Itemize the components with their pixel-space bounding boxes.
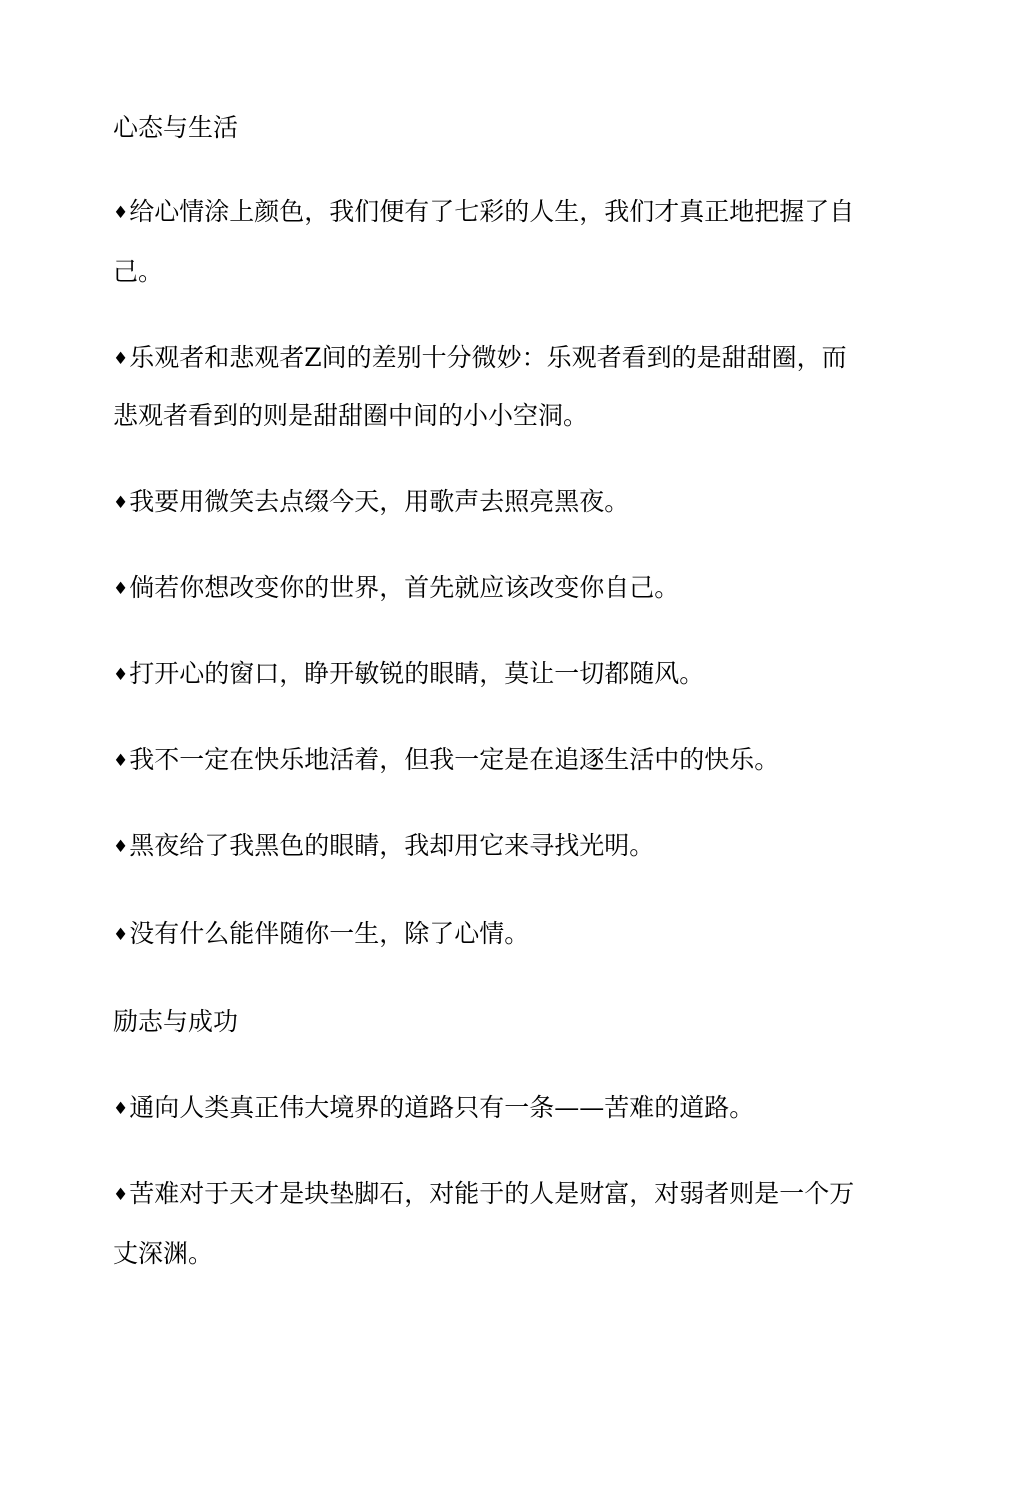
diamond-bullet-icon: ♦ <box>113 579 129 599</box>
diamond-bullet-icon: ♦ <box>113 837 129 857</box>
diamond-bullet-icon: ♦ <box>113 493 129 513</box>
quote-text: 没有什么能伴随你一生，除了心情。 <box>129 919 530 948</box>
diamond-bullet-icon: ♦ <box>113 925 129 945</box>
quote-continuation: 丈深渊。 <box>113 1239 214 1268</box>
diamond-bullet-icon: ♦ <box>113 1099 129 1119</box>
quote-line <box>113 1090 754 1127</box>
quote-continuation: 悲观者看到的则是甜甜圈中间的小小空洞。 <box>113 401 589 430</box>
diamond-bullet-icon: ♦ <box>113 203 129 223</box>
diamond-bullet-icon: ♦ <box>113 665 129 685</box>
quote-line <box>113 570 679 607</box>
quote-line <box>113 194 854 231</box>
quote-line <box>113 1176 854 1213</box>
quote-text: 通向人类真正伟大境界的道路只有一条——苦难的道路。 <box>129 1093 755 1122</box>
section-heading-success: 励志与成功 <box>113 1007 239 1036</box>
quote-line <box>113 656 704 693</box>
quote-line <box>113 828 654 865</box>
quote-text: 打开心的窗口，睁开敏锐的眼睛，莫让一切都随风。 <box>129 659 705 688</box>
diamond-bullet-icon: ♦ <box>113 1185 129 1205</box>
diamond-bullet-icon: ♦ <box>113 349 129 369</box>
quote-text: 我要用微笑去点缀今天，用歌声去照亮黑夜。 <box>129 487 630 516</box>
quote-line <box>113 742 779 779</box>
quote-text: 给心情涂上颜色，我们便有了七彩的人生，我们才真正地把握了自 <box>129 197 855 226</box>
quote-text: 倘若你想改变你的世界，首先就应该改变你自己。 <box>129 573 680 602</box>
quote-line <box>113 340 847 377</box>
quote-text: 黑夜给了我黑色的眼睛，我却用它来寻找光明。 <box>129 831 655 860</box>
quote-text: 苦难对于天才是块垫脚石，对能于的人是财富，对弱者则是一个万 <box>129 1179 855 1208</box>
quote-continuation: 己。 <box>113 257 164 286</box>
quote-line <box>113 916 529 953</box>
quote-text: 乐观者和悲观者Z间的差别十分微妙：乐观者看到的是甜甜圈，而 <box>129 343 847 372</box>
diamond-bullet-icon: ♦ <box>113 751 129 771</box>
section-heading-mindset: 心态与生活 <box>113 113 239 142</box>
quote-text: 我不一定在快乐地活着，但我一定是在追逐生活中的快乐。 <box>129 745 780 774</box>
quote-line <box>113 484 629 521</box>
